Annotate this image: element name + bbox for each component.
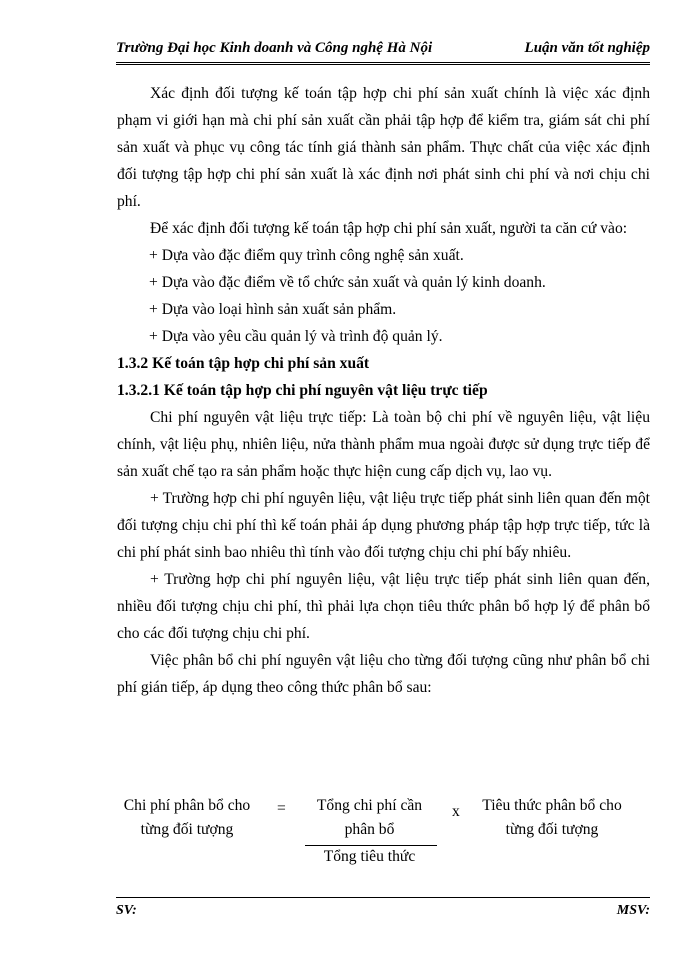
paragraph-4: + Trường hợp chi phí nguyên liệu, vật liệu trực tiếp phát sinh liên quan đến một đối tượng chịu chi phí thì kế toán phải áp dụng phương pháp tập hợp trực tiếp, tức là chi phí phát sinh bao nhiêu thì tính vào đối tượng chịu chi phí bấy nhiêu. <box>117 490 650 561</box>
formula-numerator <box>302 794 437 842</box>
formula-numerator-line1: Tổng chi phí cần <box>316 797 423 814</box>
paragraph-2: Để xác định đối tượng kế toán tập hợp chi phí sản xuất, người ta căn cứ vào: <box>150 220 628 237</box>
formula-equals: = <box>277 800 286 817</box>
formula-denominator: Tổng tiêu thức <box>323 848 416 865</box>
section-heading: 1.3.2 Kế toán tập hợp chi phí sản xuất <box>117 355 370 372</box>
formula-left-line2: từng đối tượng <box>140 821 234 838</box>
page-body <box>117 80 650 701</box>
list-item: + Dựa vào đặc điểm quy trình công nghệ sản xuất. <box>149 247 464 264</box>
formula-left-term <box>117 794 257 842</box>
formula-times: x <box>452 803 460 820</box>
list-item: + Dựa vào yêu cầu quản lý và trình độ quản lý. <box>149 328 443 345</box>
paragraph-1: Xác định đối tượng kế toán tập hợp chi phí sản xuất chính là việc xác định phạm vi giới hạn mà chi phí sản xuất cần phải tập hợp để kiểm tra, giám sát chi phí sản xuất và phục vụ công tác tính giá thành sản phẩm. Thực chất của việc xác định đối tượng tập hợp chi phí sản xuất là xác định nơi phát sinh chi phí và nơi chịu chi phí. <box>117 85 650 210</box>
footer-msv: MSV: <box>616 903 650 918</box>
footer-rule <box>116 897 650 898</box>
paragraph-5: + Trường hợp chi phí nguyên liệu, vật liệu trực tiếp phát sinh liên quan đến, nhiều đối tượng chịu chi phí, thì phải lựa chọn tiêu thức phân bổ hợp lý để phân bổ cho các đối tượng chịu chi phí. <box>117 571 650 642</box>
page-footer <box>116 903 650 919</box>
paragraph-3: Chi phí nguyên vật liệu trực tiếp: Là toàn bộ chi phí về nguyên liệu, vật liệu chính, vật liệu phụ, nhiên liệu, nửa thành phẩm mua ngoài được sử dụng trực tiếp để sản xuất chế tạo ra sản phẩm hoặc thực hiện cung cấp dịch vụ, lao vụ. <box>117 409 650 480</box>
header-doc-type: Luận văn tốt nghiệp <box>524 40 650 56</box>
paragraph-6: Việc phân bổ chi phí nguyên vật liệu cho từng đối tượng cũng như phân bổ chi phí gián tiếp, áp dụng theo công thức phân bổ sau: <box>117 652 650 696</box>
formula-left-line1: Chi phí phân bổ cho <box>123 797 251 814</box>
header-rule-double <box>116 64 650 65</box>
formula-right-line1: Tiêu thức phân bổ cho <box>482 797 622 814</box>
allocation-formula <box>117 794 650 864</box>
formula-numerator-line2: phân bổ <box>344 821 395 838</box>
list-item: + Dựa vào đặc điểm về tổ chức sản xuất và quản lý kinh doanh. <box>149 274 546 291</box>
formula-right-line2: từng đối tượng <box>505 821 599 838</box>
list-item: + Dựa vào loại hình sản xuất sản phẩm. <box>149 301 397 318</box>
footer-sv: SV: <box>116 903 137 918</box>
header-rule <box>116 62 650 63</box>
subsection-heading: 1.3.2.1 Kế toán tập hợp chi phí nguyên vật liệu trực tiếp <box>117 382 488 399</box>
header-school: Trường Đại học Kinh doanh và Công nghệ Hà Nội <box>116 40 433 56</box>
formula-right-term <box>477 794 627 842</box>
page-header <box>116 40 650 57</box>
